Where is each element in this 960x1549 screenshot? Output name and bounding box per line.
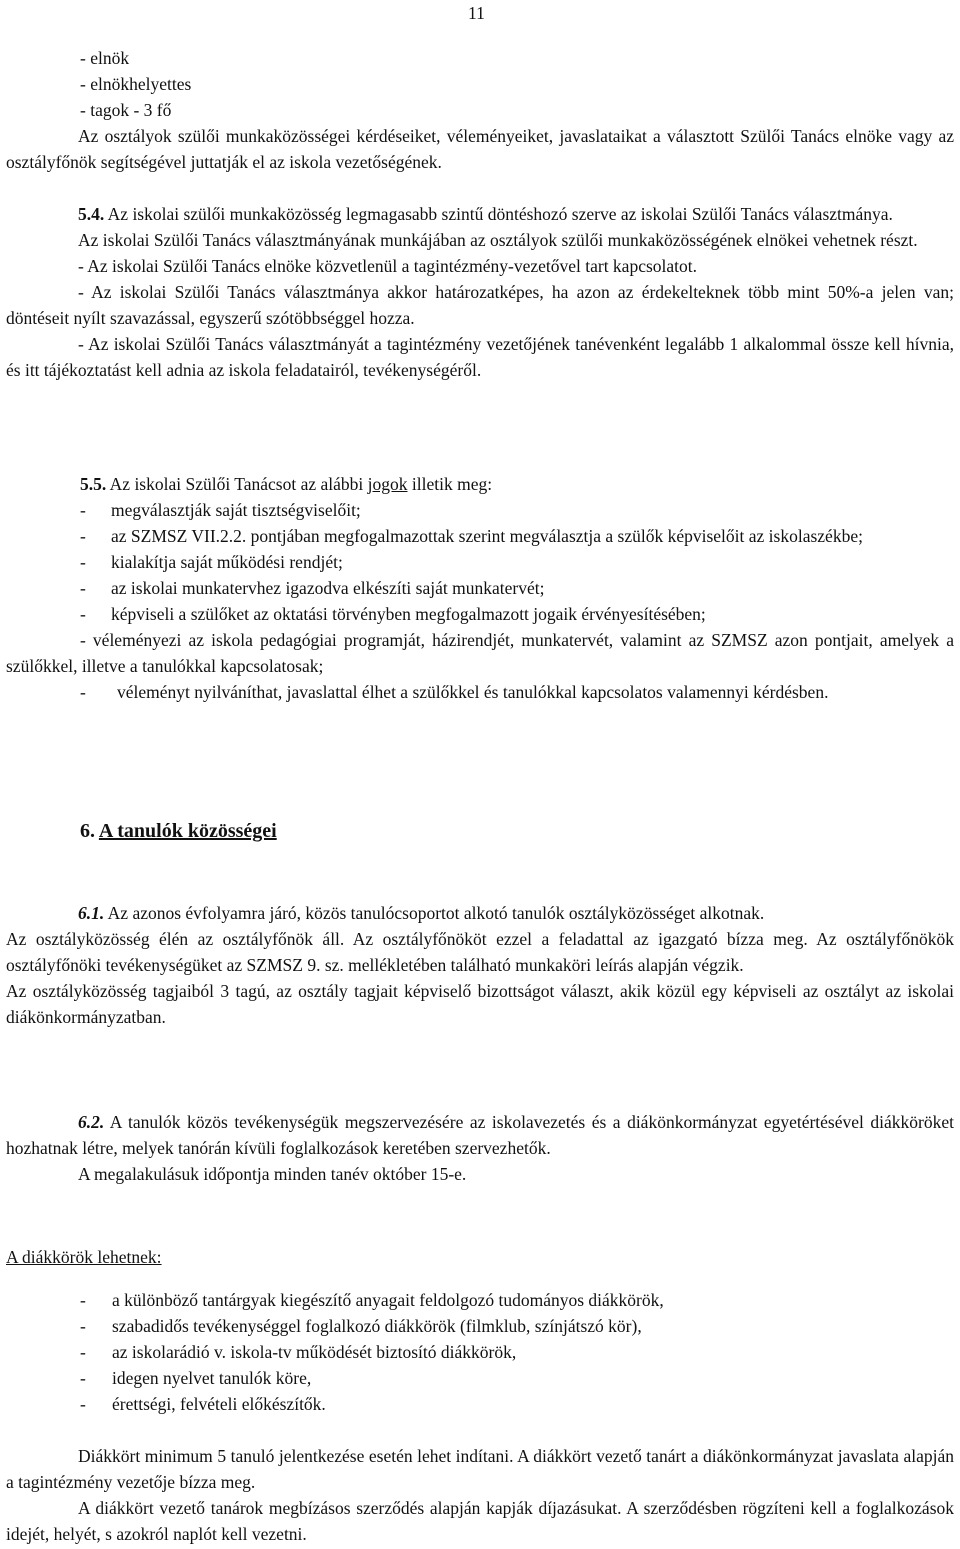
- section-title: Az iskolai szülői munkaközösség legmagasabb szintű döntéshozó szerve az iskolai Szülői Tanács választmánya.: [104, 204, 893, 224]
- paragraph: - Az iskolai Szülői Tanács választmánya akkor határozatképes, ha azon az érdekelteknek több mint 50%-a jelen van; döntéseit nyílt szavazással, egyszerű szótöbbséggel hozza.: [6, 282, 954, 328]
- section-5-5: 5.5. Az iskolai Szülői Tanácsot az alábbi jogok illetik meg: - megválasztják saját tisztségviselőit; - az SZMSZ VII.2.2. pontjában megfogalmazottak szerint megválasztja a szülők képviselőit az iskolaszékbe; - kialakítja saját működési rendjét; - az iskolai munkatervhez igazodva elkészíti saját munkatervét; - képviseli a szülőket az oktatási törvényben megfogalmazott jogaik érvényesítésében; - véleményezi az iskola pedagógiai programját, házirendjét, munkatervét, valamint az SZMSZ azon pontjait, amelyek a szülőkkel, illetve a tanulókkal kapcsolatosak; - véleményt nyilváníthat, javaslattal élhet a szülőkkel és tanulókkal kapcsolatos valamennyi kérdésben.: [6, 471, 954, 705]
- diakkorok-heading-block: [6, 1244, 954, 1270]
- intro-paragraph: Az osztályok szülői munkaközösségei kérdéseiket, véleményeiket, javaslataikat a választott Szülői Tanács elnöke vagy az osztályfőnök segítségével juttatják el az iskola vezetőségének.: [6, 126, 954, 172]
- section-number: 6.2.: [78, 1112, 105, 1132]
- section-number: 5.4.: [78, 204, 105, 224]
- paragraph: - Az iskolai Szülői Tanács választmányát a tagintézmény vezetőjének tanévenként legalább 1 alkalommal össze kell hívnia, és itt tájékoztatást kell adnia az iskola feladatairól, tevékenységéről.: [6, 334, 954, 380]
- paragraph: Az osztályközösség tagjaiból 3 tagú, az osztály tagjait képviselő bizottságot választ, akik közül egy képviseli az osztályt az iskolai diákönkormányzatban.: [6, 981, 954, 1027]
- diakkorok-paragraphs: [6, 1443, 954, 1547]
- section-6-1: 6.1. Az azonos évfolyamra járó, közös tanulócsoportot alkotó tanulók osztályközösséget alkotnak. Az osztályközösség élén az osztályfőnök áll. Az osztályfőnököt ezzel a feladattal az igazgató bízza meg. Az osztályfőnökök osztályfőnöki tevékenységüket az SZMSZ 9. sz. mellékletében található munkaköri leírás alapján végzik. Az osztályközösség tagjaiból 3 tagú, az osztály tagjait képviselő bizottságot választ, akik közül egy képviseli az osztályt az iskolai diákönkormányzatban.: [6, 900, 954, 1030]
- list-item: - az iskolai munkatervhez igazodva elkészíti saját munkatervét;: [80, 578, 545, 598]
- intro-list: [80, 45, 880, 123]
- list-item: - idegen nyelvet tanulók köre,: [80, 1368, 312, 1388]
- list-item: - képviseli a szülőket az oktatási törvényben megfogalmazott jogaik érvényesítésében;: [80, 604, 706, 624]
- paragraph: A diákkört vezető tanárok megbízásos szerződés alapján kapják díjazásukat. A szerződésben rögzíteni kell a foglalkozások idejét, helyét, s azokról naplót kell vezetni.: [6, 1498, 954, 1544]
- list-item: - tagok - 3 fő: [80, 100, 172, 120]
- section-title: A tanulók közösségei: [98, 820, 277, 842]
- diakkorok-list: [6, 1287, 954, 1417]
- section-number: 6.: [80, 820, 95, 842]
- list-item: - kialakítja saját működési rendjét;: [80, 552, 343, 572]
- section-6-2: 6.2. A tanulók közös tevékenységük megszervezésére az iskolavezetés és a diákönkormányzat egyetértésével diákköröket hozhatnak létre, melyek tanórán kívüli foglalkozások keretében szervezhetők. A megalakulásuk időpontja minden tanév október 15-e.: [6, 1109, 954, 1187]
- list-item: - elnök: [80, 48, 130, 68]
- paragraph: Az osztályközösség élén az osztályfőnök áll. Az osztályfőnököt ezzel a feladattal az igazgató bízza meg. Az osztályfőnökök osztályfőnöki tevékenységüket az SZMSZ 9. sz. mellékletében található munkaköri leírás alapján végzik.: [6, 929, 954, 975]
- paragraph: A megalakulásuk időpontja minden tanév október 15-e.: [78, 1164, 467, 1184]
- list-item: - érettségi, felvételi előkészítők.: [80, 1394, 326, 1414]
- page-number: 11: [468, 3, 485, 23]
- list-item: - szabadidős tevékenységgel foglalkozó diákkörök (filmklub, színjátszó kör),: [80, 1316, 642, 1336]
- section-6-heading: [80, 818, 880, 844]
- list-item: - az iskolarádió v. iskola-tv működését biztosító diákkörök,: [80, 1342, 517, 1362]
- list-item: - az SZMSZ VII.2.2. pontjában megfogalmazottak szerint megválasztja a szülők képviselőit az iskolaszékbe;: [80, 526, 863, 546]
- list-item: - véleményt nyilváníthat, javaslattal élhet a szülőkkel és tanulókkal kapcsolatos valamennyi kérdésben.: [80, 682, 829, 702]
- section-number: 6.1.: [78, 903, 105, 923]
- rights-word: jogok: [367, 474, 408, 494]
- list-item: - megválasztják saját tisztségviselőit;: [80, 500, 361, 520]
- paragraph: - Az iskolai Szülői Tanács elnöke közvetlenül a tagintézmény-vezetővel tart kapcsolatot.: [78, 256, 698, 276]
- paragraph: Diákkört minimum 5 tanuló jelentkezése esetén lehet indítani. A diákkört vezető tanárt a diákönkormányzat javaslata alapján a tagintézmény vezetője bízza meg.: [6, 1446, 954, 1492]
- list-item: - elnökhelyettes: [80, 74, 192, 94]
- list-item: - a különböző tantárgyak kiegészítő anyagait feldolgozó tudományos diákkörök,: [80, 1290, 664, 1310]
- section-number: 5.5.: [80, 474, 107, 494]
- section-5-4: [6, 201, 954, 383]
- paragraph: Az iskolai Szülői Tanács választmányának munkájában az osztályok szülői munkaközösségének elnökei vehetnek részt.: [78, 230, 918, 250]
- diakkorok-heading: A diákkörök lehetnek:: [6, 1247, 162, 1267]
- list-item: - véleményezi az iskola pedagógiai programját, házirendjét, munkatervét, valamint az SZMSZ azon pontjait, amelyek a szülőkkel, illetve a tanulókkal kapcsolatosak;: [6, 630, 954, 676]
